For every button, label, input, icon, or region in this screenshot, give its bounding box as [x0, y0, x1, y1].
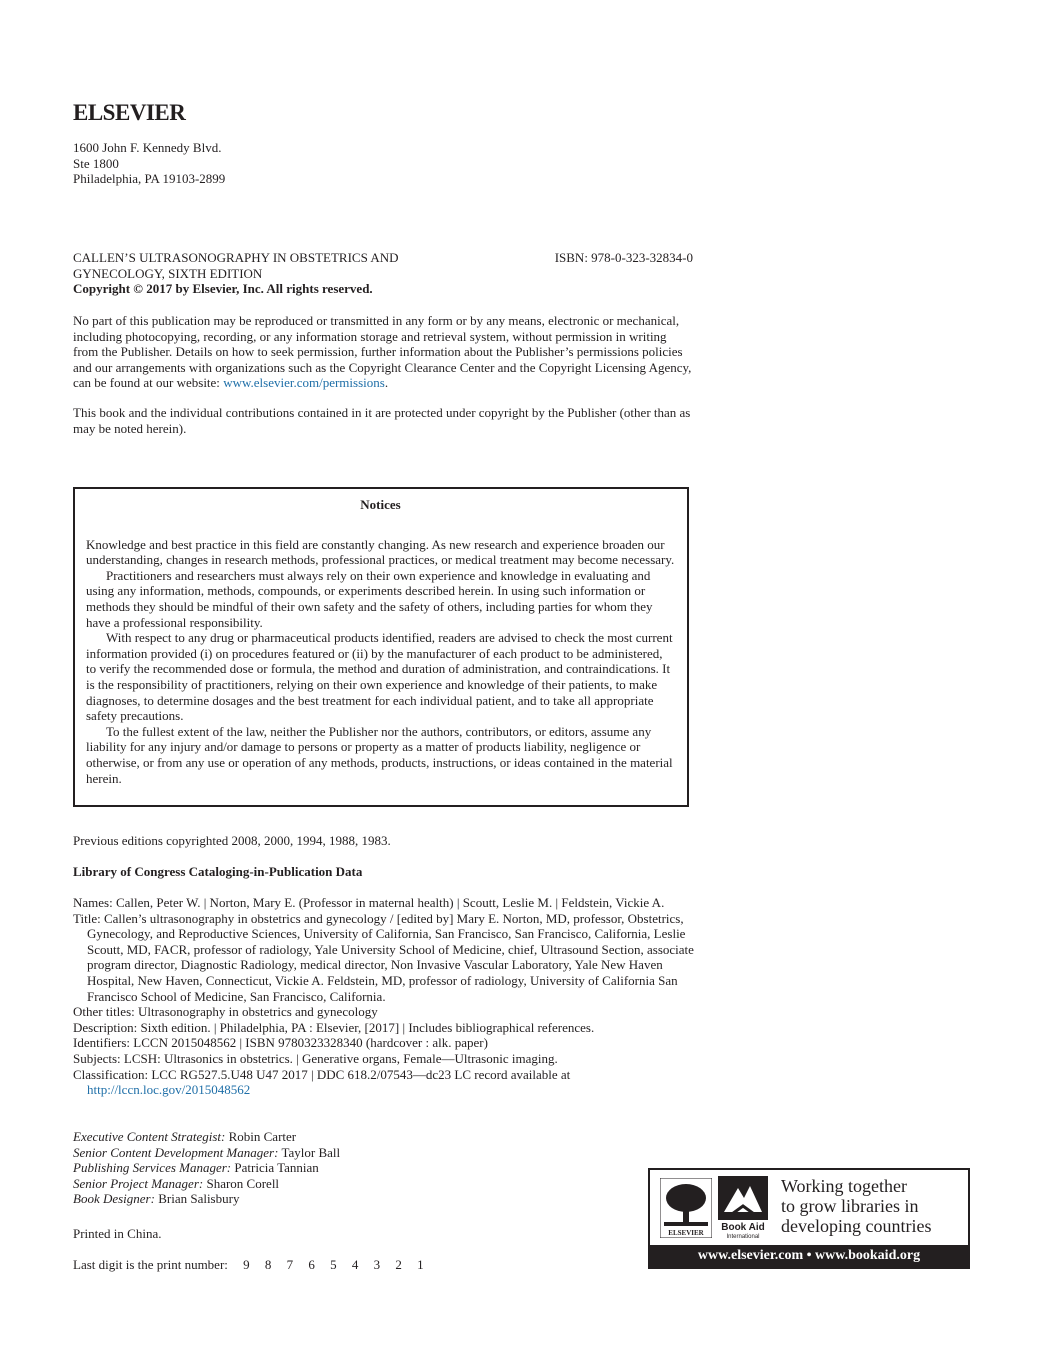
bookaid-mark-text: Book Aid	[721, 1222, 765, 1233]
rights-text: No part of this publication may be reproduced or transmitted in any form or by any means, electronic or mechanical, including photocopying, recording, or any information storage and retrieval system, without permission in writing from the Publisher. Details on how to seek permission, further information about the Publisher’s permissions policies and our arrangements with organizations such as the Copyright Clearance Center and the Copyright Licensing Agency, can be found at our website:	[73, 313, 692, 391]
cip-names: Names: Callen, Peter W. | Norton, Mary E. (Professor in maternal health) | Scoutt, Leslie M. | Feldstein, Vickie A.	[73, 895, 665, 910]
address-line: Ste 1800	[73, 155, 119, 171]
cip-heading: Library of Congress Cataloging-in-Publication Data	[73, 864, 363, 879]
staff-role: Publishing Services Manager:	[73, 1160, 232, 1176]
cip-description: Description: Sixth edition. | Philadelphia, PA : Elsevier, [2017] | Includes bibliographical references.	[73, 1019, 595, 1035]
cip-classification	[73, 1067, 703, 1098]
elsevier-logo: ELSEVIER	[73, 100, 186, 125]
cip-title: Title: Callen’s ultrasonography in obstetrics and gynecology / [edited by] Mary E. Norton, MD, professor, Obstetrics, Gynecology, and Reproductive Sciences, University of California, San Francisco, San Francisco, California, Leslie Scoutt, MD, FACR, professor of radiology, Yale University School of Medicine, chief, Ultrasound Section, associate program director, Diagnostic Radiology, medical director, Non Invasive Vascular Laboratory, Yale New Haven Hospital, New Haven, Connecticut, Vickie A. Feldstein, MD, professor of radiology, University of California San Francisco School of Medicine, San Francisco, California.	[73, 910, 694, 1004]
staff-name: Brian Salisbury	[154, 1191, 240, 1207]
staff-line	[73, 1129, 340, 1145]
copyright-line: Copyright © 2017 by Elsevier, Inc. All rights reserved.	[73, 281, 373, 297]
print-digit: 9	[243, 1257, 250, 1272]
protected-paragraph: This book and the individual contributions contained in it are protected under copyright by the Publisher (other than as may be noted herein).	[73, 405, 691, 436]
cip-other-titles: Other titles: Ultrasonography in obstetrics and gynecology	[73, 1004, 378, 1020]
cip-classification-text: Classification: LCC RG527.5.U48 U47 2017 | DDC 618.2/07543—dc23 LC record available at	[73, 1066, 571, 1082]
staff-role: Senior Project Manager:	[73, 1175, 204, 1191]
notices-paragraph: Knowledge and best practice in this field are constantly changing. As new research and experience broaden our understanding, changes in research methods, professional practices, or medical treatment may become necessary.	[86, 536, 675, 568]
print-number-label: Last digit is the print number:	[73, 1257, 228, 1272]
cip-identifiers: Identifiers: LCCN 2015048562 | ISBN 9780323328340 (hardcover : alk. paper)	[73, 1035, 488, 1051]
elsevier-mark-text: ELSEVIER	[668, 1229, 704, 1237]
print-digit: 5	[330, 1257, 337, 1272]
print-digit: 1	[417, 1257, 424, 1272]
staff-line	[73, 1145, 340, 1161]
permissions-link[interactable]: www.elsevier.com/permissions	[223, 375, 385, 391]
print-digit: 3	[373, 1257, 381, 1272]
staff-role: Executive Content Strategist:	[73, 1129, 226, 1144]
tagline-line: developing countries	[781, 1216, 932, 1236]
address-line: Philadelphia, PA 19103-2899	[73, 171, 226, 187]
print-digit: 7	[286, 1257, 294, 1272]
isbn: ISBN: 978-0-323-32834-0	[554, 250, 693, 265]
staff-name: Patricia Tannian	[231, 1160, 319, 1176]
book-aid-badge	[648, 1168, 970, 1269]
staff-name: Robin Carter	[225, 1129, 297, 1144]
staff-line	[73, 1191, 340, 1207]
print-digit: 8	[264, 1257, 272, 1272]
notices-paragraph: Practitioners and researchers must always rely on their own experience and knowledge in evaluating and using any information, methods, compounds, or experiments described herein. In using such information or methods they should be mindful of their own safety and the safety of others, including parties for whom they have a professional responsibility.	[86, 567, 653, 630]
badge-urls: www.elsevier.com • www.bookaid.org	[650, 1245, 968, 1267]
book-aid-icon	[718, 1176, 768, 1240]
book-title-line: CALLEN’S ULTRASONOGRAPHY IN OBSTETRICS AND	[73, 250, 399, 265]
staff-line	[73, 1160, 340, 1176]
book-title-block	[73, 250, 693, 297]
publisher-address	[73, 140, 225, 187]
staff-credits	[73, 1129, 340, 1207]
print-number-line	[73, 1257, 436, 1273]
address-line: 1600 John F. Kennedy Blvd.	[73, 140, 222, 155]
lccn-link[interactable]: http://lccn.loc.gov/2015048562	[87, 1082, 251, 1098]
print-number-digits	[243, 1257, 436, 1272]
tagline-line: to grow libraries in	[781, 1196, 919, 1216]
previous-editions: Previous editions copyrighted 2008, 2000, 1994, 1988, 1983.	[73, 833, 391, 848]
book-title-line: GYNECOLOGY, SIXTH EDITION	[73, 265, 263, 281]
notices-box	[73, 487, 689, 807]
tagline-line: Working together	[781, 1176, 908, 1196]
staff-role: Senior Content Development Manager:	[73, 1144, 279, 1160]
badge-top	[650, 1170, 968, 1246]
printed-in: Printed in China.	[73, 1226, 162, 1241]
elsevier-tree-icon	[660, 1178, 712, 1238]
print-digit: 6	[308, 1257, 315, 1272]
badge-tagline	[781, 1176, 931, 1236]
cip-subjects: Subjects: LCSH: Ultrasonics in obstetrics. | Generative organs, Female—Ultrasonic imaging.	[73, 1050, 558, 1066]
staff-name: Taylor Ball	[278, 1144, 341, 1160]
staff-line	[73, 1176, 340, 1192]
notices-paragraph: With respect to any drug or pharmaceutical products identified, readers are advised to check the most current information provided (i) on procedures featured or (ii) by the manufacturer of each product to be administered, to verify the recommended dose or formula, the method and duration of administration, and contraindications. It is the responsibility of practitioners, relying on their own experience and knowledge of their patients, to make diagnoses, to determine dosages and the best treatment for each individual patient, and to take all appropriate safety precautions.	[86, 630, 673, 724]
rights-end: .	[384, 375, 389, 391]
print-digit: 2	[395, 1257, 402, 1272]
print-digit: 4	[351, 1257, 359, 1272]
staff-role: Book Designer:	[73, 1191, 155, 1207]
notices-paragraph: To the fullest extent of the law, neither the Publisher nor the authors, contributors, or editors, assume any liability for any injury and/or damage to persons or property as a matter of products liability, negligence or otherwise, or from any use or operation of any methods, products, instructions, or ideas contained in the material herein.	[86, 723, 673, 786]
notices-title: Notices	[360, 497, 401, 512]
cip-data	[73, 895, 703, 1098]
rights-paragraph	[73, 313, 693, 391]
bookaid-sub-text: International	[726, 1234, 760, 1240]
staff-name: Sharon Corell	[203, 1175, 280, 1191]
